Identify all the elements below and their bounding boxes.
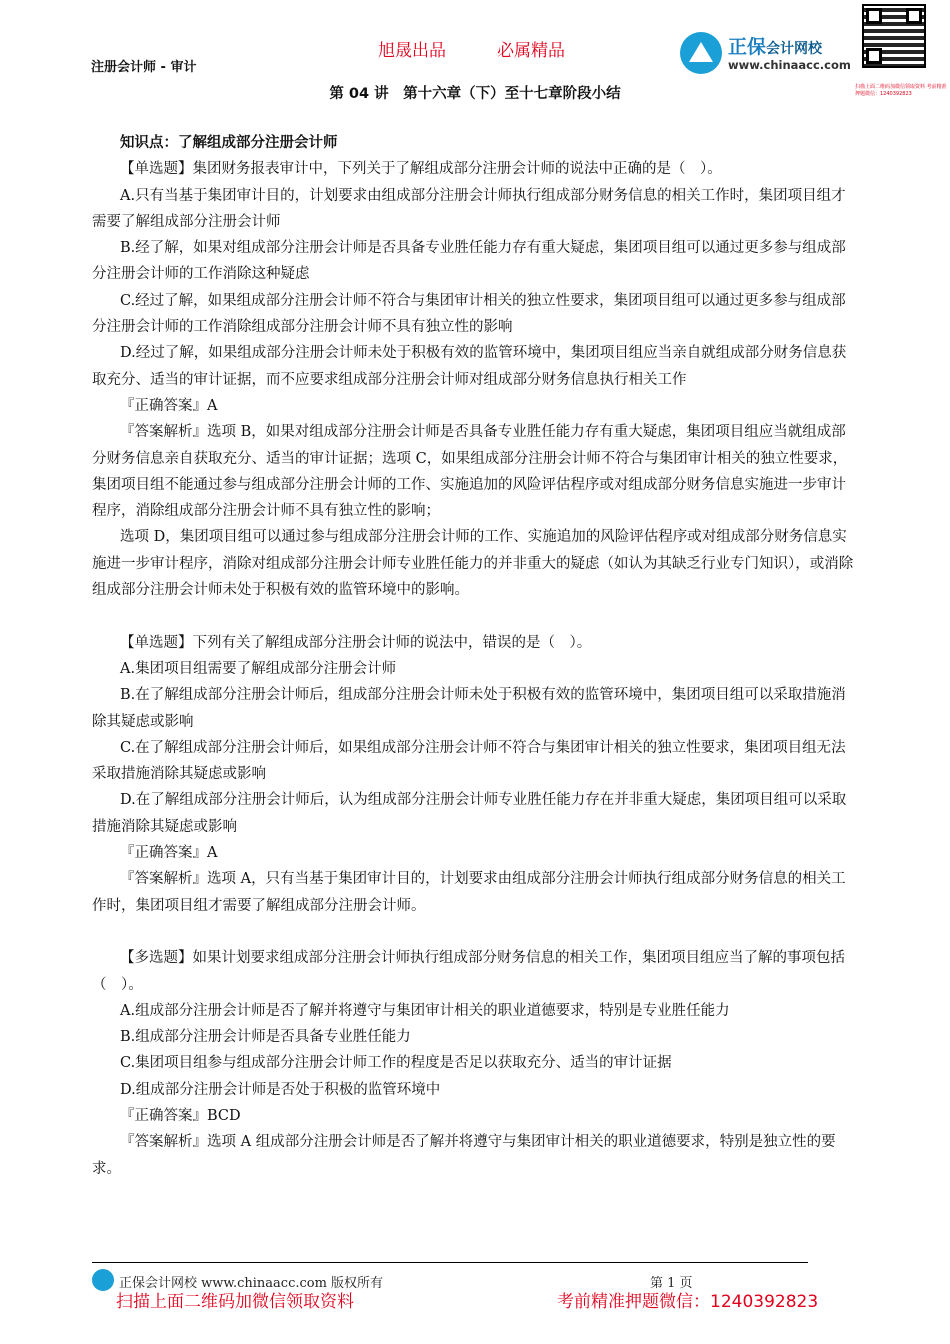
lecture-title: 第 04 讲 第十六章（下）至十七章阶段小结: [329, 86, 621, 102]
brand-logo[interactable]: [680, 28, 860, 78]
paragraph: A.组成部分注册会计师是否了解并将遵守与集团审计相关的职业道德要求，特别是专业胜任能力: [120, 1002, 730, 1019]
paragraph: 『答案解析』选项 B，如果对组成部分注册会计师是否具备专业胜任能力存有重大疑虑，集团项目组应当就组成部分财务信息亲自获取充分、适当的审计证据；选项 C，如果组成部分注册会计师不符合与集团审计相关的独立性要求，集团项目组不能通过参与组成部分注册会计师的工作、实施追加的风险评估程序或对组成部分财务信息实施进一步审计程序，消除组成部分注册会计师不具有独立性的影响；: [92, 424, 848, 520]
document-body: [92, 130, 860, 1182]
paragraph: C.经过了解，如果组成部分注册会计师不符合与集团审计相关的独立性要求，集团项目组可以通过更多参与组成部分注册会计师的工作消除组成部分注册会计师不具有独立性的影响: [92, 292, 846, 336]
paragraph-gap: [92, 919, 860, 945]
paragraph: 【多选题】如果计划要求组成部分注册会计师执行组成部分财务信息的相关工作，集团项目组应当了解的事项包括（ ）。: [92, 950, 845, 993]
paragraph-gap: [92, 603, 860, 629]
paragraph: 『答案解析』选项 A，只有当基于集团审计目的，计划要求由组成部分注册会计师执行组成部分财务信息的相关工作时，集团项目组才需要了解组成部分注册会计师。: [92, 871, 846, 914]
course-label: 注册会计师 - 审计: [91, 60, 197, 75]
paragraph: 【单选题】集团财务报表审计中，下列关于了解组成部分注册会计师的说法中正确的是（ ）。: [120, 161, 722, 178]
footer-logo-icon: [92, 1269, 114, 1291]
slogan-right: 必属精品: [497, 41, 565, 61]
qr-corner-icon: [866, 8, 882, 24]
brand-logo-name: 正保: [728, 36, 767, 58]
paragraph: A.只有当基于集团审计目的，计划要求由组成部分注册会计师执行组成部分财务信息的相关工作时，集团项目组才需要了解组成部分注册会计师: [92, 187, 846, 230]
qr-caption: 扫描上面二维码加微信领取资料 考前精准押题微信：1240392823: [855, 84, 947, 97]
paragraph: B.组成部分注册会计师是否具备专业胜任能力: [120, 1029, 411, 1046]
paragraph: 『正确答案』A: [120, 397, 218, 414]
promo-right: 考前精准押题微信：1240392823: [557, 1292, 819, 1312]
paragraph: D.在了解组成部分注册会计师后，认为组成部分注册会计师专业胜任能力存在并非重大疑虑，集团项目组可以采取措施消除其疑虑或影响: [92, 792, 847, 835]
qr-corner-icon: [866, 48, 882, 64]
paragraph: D.经过了解，如果组成部分注册会计师未处于积极有效的监管环境中，集团项目组应当亲自就组成部分财务信息获取充分、适当的审计证据，而不应要求组成部分注册会计师对组成部分财务信息执行相关工作: [92, 345, 847, 388]
slogan-left: 旭晟出品: [378, 41, 446, 61]
promo-left: 扫描上面二维码加微信领取资料: [116, 1292, 354, 1312]
paragraph: 【单选题】下列有关了解组成部分注册会计师的说法中，错误的是（ ）。: [120, 634, 592, 651]
brand-logo-icon: [680, 32, 722, 74]
brand-logo-url: www.chinaacc.com: [728, 58, 851, 72]
paragraph: 选项 D，集团项目组可以通过参与组成部分注册会计师的工作、实施追加的风险评估程序或对组成部分财务信息实施进一步审计程序，消除对组成部分注册会计师专业胜任能力的并非重大的疑虑（如认为其缺乏行业专门知识），或消除组成部分注册会计师未处于积极有效的监管环境中的影响。: [92, 529, 854, 599]
page-number: 第 1 页: [650, 1276, 693, 1291]
footer-divider: [92, 1262, 808, 1263]
footer-copyright: 正保会计网校 www.chinaacc.com 版权所有: [119, 1276, 384, 1291]
paragraph: 『答案解析』选项 A 组成部分注册会计师是否了解并将遵守与集团审计相关的职业道德要求，特别是独立性的要求。: [92, 1134, 836, 1177]
paragraph: 『正确答案』A: [120, 845, 218, 862]
paragraph: B.经了解，如果对组成部分注册会计师是否具备专业胜任能力存有重大疑虑，集团项目组可以通过更多参与组成部分注册会计师的工作消除这种疑虑: [92, 240, 846, 283]
paragraph: C.集团项目组参与组成部分注册会计师工作的程度是否足以获取充分、适当的审计证据: [120, 1055, 672, 1072]
paragraph: 『正确答案』BCD: [120, 1107, 241, 1124]
paragraph: A.集团项目组需要了解组成部分注册会计师: [120, 660, 397, 677]
knowledge-point-heading: 知识点：了解组成部分注册会计师: [120, 135, 338, 151]
qr-corner-icon: [906, 8, 922, 24]
paragraph: D.组成部分注册会计师是否处于积极的监管环境中: [120, 1081, 441, 1098]
brand-logo-title: [728, 32, 822, 59]
paragraph: B.在了解组成部分注册会计师后，组成部分注册会计师未处于积极有效的监管环境中，集团项目组可以采取措施消除其疑虑或影响: [92, 687, 846, 730]
brand-logo-sub: 会计网校: [766, 41, 823, 57]
paragraph: C.在了解组成部分注册会计师后，如果组成部分注册会计师不符合与集团审计相关的独立性要求，集团项目组无法采取措施消除其疑虑或影响: [92, 739, 846, 783]
